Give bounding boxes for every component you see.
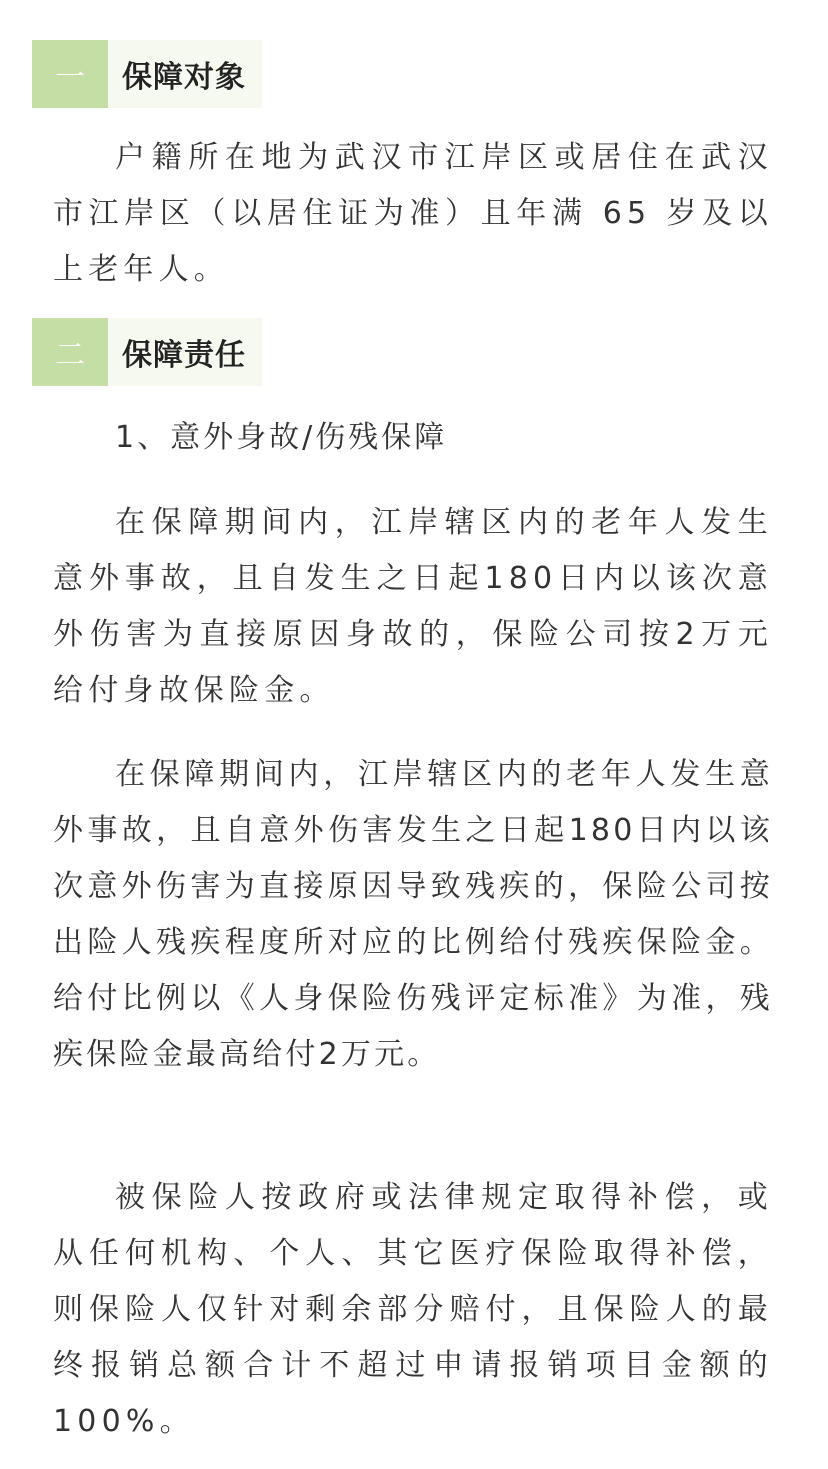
section-header-1 (32, 40, 262, 108)
section-title-2: 保障责任 (122, 338, 246, 373)
section-number-2: 二 (32, 318, 108, 386)
section-2-paragraph-2: 在保障期间内，江岸辖区内的老年人发生意外事故，且自意外伤害发生之日起180日内以该次意外伤害为直接原因导致残疾的，保险公司按出险人残疾程度所对应的比例给付残疾保险金。给付比例以《人身保险伤残评定标准》为准，残疾保险金最高给付2万元。 (53, 757, 773, 1072)
section-2-paragraph-1: 在保障期间内，江岸辖区内的老年人发生意外事故，且自发生之日起180日内以该次意外伤害为直接原因身故的，保险公司按2万元给付身故保险金。 (53, 505, 773, 708)
section-title-1: 保障对象 (122, 60, 246, 95)
section-1-paragraph: 户籍所在地为武汉市江岸区或居住在武汉市江岸区（以居住证为准）且年满 65 岁及以上老年人。 (53, 140, 773, 287)
section-2-paragraph-3: 被保险人按政府或法律规定取得补偿，或从任何机构、个人、其它医疗保险取得补偿，则保险人仅针对剩余部分赔付，且保险人的最终报销总额合计不超过申请报销项目金额的100%。 (53, 1180, 773, 1439)
section-2-subheading: 1、意外身故/伤残保障 (115, 420, 448, 455)
section-header-2 (32, 318, 262, 386)
section-number-1: 一 (32, 40, 108, 108)
